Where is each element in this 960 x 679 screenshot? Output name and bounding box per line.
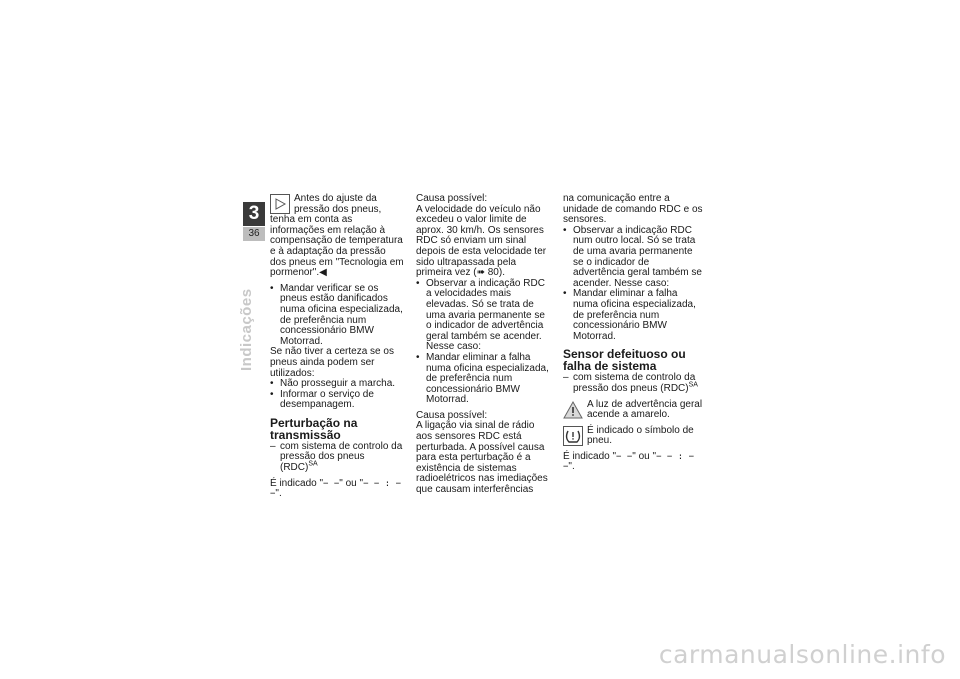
indicated-line <box>563 452 703 473</box>
tire-pressure-icon <box>563 426 583 446</box>
warning-triangle-icon <box>563 400 583 420</box>
indicated-suffix: ". <box>568 461 575 473</box>
section-side-title: Indicações <box>238 288 255 371</box>
list-item: • Mandar verificar se os pneus estão danificados numa oficina especializada, de preferência num concessionário BMW Motorrad. <box>270 284 404 348</box>
note-arrow-icon <box>270 194 290 214</box>
section-side-title-wrap <box>238 288 272 371</box>
equipment-sup: SA <box>308 460 318 468</box>
indicated-mid: " ou " <box>632 450 657 462</box>
list-item: • Observar a indicação RDC num outro local. Só se trata de uma avaria permanente se o indicador de advertência geral também se acender. Nesse caso: <box>563 226 703 290</box>
warning-light-paragraph <box>563 400 703 421</box>
equipment-sup: SA <box>688 381 698 389</box>
indicated-mid: " ou " <box>339 477 364 489</box>
equipment-text: com sistema de controlo da pressão dos pneus (RDC) <box>573 372 696 394</box>
list-item: • Mandar eliminar a falha numa oficina especializada, de preferência num concessionário BMW Motorrad. <box>416 353 550 406</box>
note-paragraph <box>270 194 404 279</box>
equipment-text: com sistema de controlo da pressão dos pneus (RDC) <box>280 440 403 474</box>
warning-light-text: A luz de advertência geral acende a amarelo. <box>587 398 703 421</box>
equipment-note <box>563 373 703 394</box>
indicated-line <box>270 479 404 500</box>
indicated-prefix: É indicado " <box>270 477 324 489</box>
display-value-2: − − : − − <box>563 451 695 473</box>
page-number: 36 <box>243 227 265 241</box>
column-1 <box>270 194 404 500</box>
cause-label: Causa possível: <box>416 193 488 204</box>
column-2 <box>416 194 550 496</box>
cause-text <box>416 205 550 279</box>
section-heading: Perturbação na transmissão <box>270 415 358 442</box>
intro-text: Antes do ajuste da pressão dos pneus, tenha em conta as informações em relação à compensação de temperatura e à adaptação da pressão dos pneus em "Tecnologia em pormenor". <box>270 193 404 279</box>
indicated-suffix: ". <box>275 488 282 500</box>
section-heading: Sensor defeituoso ou falha de sistema <box>563 347 686 374</box>
display-value-2: − − : − − <box>270 478 402 500</box>
paragraph: na comunicação entre a unidade de comando RDC e os sensores. <box>563 193 703 226</box>
chapter-number: 3 <box>243 202 265 226</box>
paragraph: Se não tiver a certeza se os pneus ainda podem ser utilizados: <box>270 346 394 379</box>
page-reference-link[interactable]: (➠ 80). <box>473 267 505 279</box>
tire-symbol-paragraph <box>563 426 703 447</box>
indicated-prefix: É indicado " <box>563 450 617 462</box>
column-3 <box>563 194 703 473</box>
cause-text-body: A velocidade do veículo não excedeu o valor limite de aprox. 30 km/h. Os sensores RDC só enviam um sinal depois de esta velocidade ter sido ultrapassada pela primeira vez <box>416 203 547 279</box>
list-item: • Não prosseguir a marcha. <box>270 379 404 390</box>
list-item: • Mandar eliminar a falha numa oficina especializada, de preferência num concessionário BMW Motorrad. <box>563 289 703 342</box>
equipment-note <box>270 442 404 474</box>
cause-text: A ligação via sinal de rádio aos sensores RDC está perturbada. A possível causa para esta perturbação é a existência de sistemas radioelétricos nas imediações que causam interferências <box>416 420 548 496</box>
display-value-1: − − <box>323 478 340 489</box>
list-item: • Observar a indicação RDC a velocidades mais elevadas. Só se trata de uma avaria permanente se o indicador de advertência geral também se acender. Nesse caso: <box>416 279 550 353</box>
list-item: • Informar o serviço de desempanagem. <box>270 390 404 411</box>
watermark: carmanualsonline.info <box>658 640 946 669</box>
cause-label: Causa possível: <box>416 409 488 421</box>
end-mark: ◀ <box>319 267 327 279</box>
tire-symbol-text: É indicado o símbolo de pneu. <box>587 424 694 447</box>
display-value-1: − − <box>616 451 633 462</box>
